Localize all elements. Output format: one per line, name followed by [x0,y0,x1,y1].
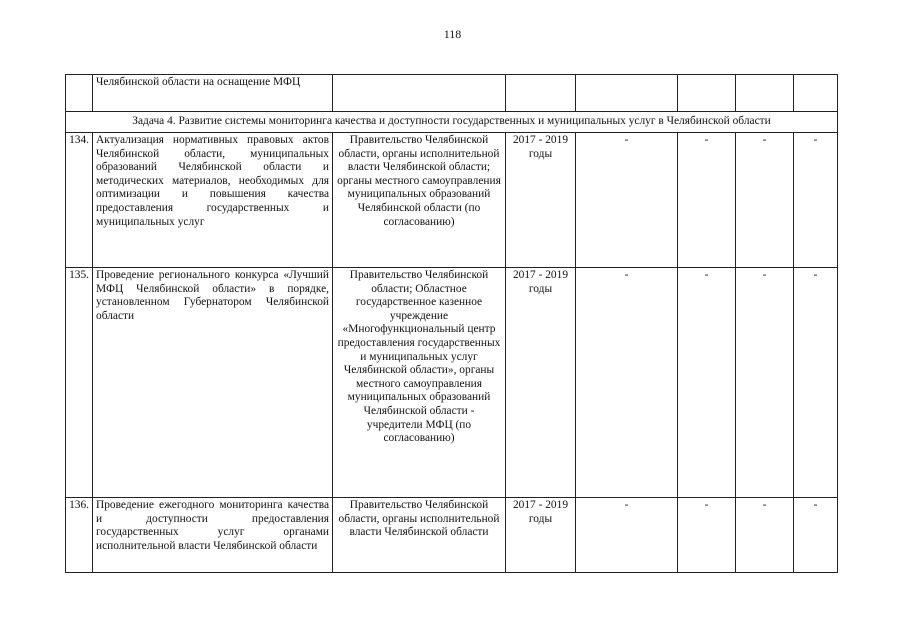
row-mark: - [736,133,794,268]
cell-empty [576,75,678,112]
row-term: 2017 - 2019 годы [506,133,576,268]
row-executor: Правительство Челябинской области; Областное государственное казенное учреждение «Многофункциональный центр предоставления государственных и муниципальных услуг Челябинской области», органы местного самоуправления муниципальных образований Челябинской области - учредители МФЦ (по согласованию) [333,268,506,498]
table-row [66,498,838,573]
cell-empty [794,75,838,112]
row-term: 2017 - 2019 годы [506,268,576,498]
row-mark: - [678,133,736,268]
row-mark: - [794,268,838,498]
table-row [66,268,838,498]
cell-empty [506,75,576,112]
row-number: 136. [66,498,93,573]
row-number: 134. [66,133,93,268]
row-term: 2017 - 2019 годы [506,498,576,573]
row-mark: - [736,498,794,573]
row-number: 135. [66,268,93,498]
cell-empty [333,75,506,112]
cell-empty [678,75,736,112]
page-number: 118 [443,27,462,41]
row-mark: - [678,498,736,573]
document-table [65,74,838,573]
row-title: Актуализация нормативных правовых актов Челябинской области, муниципальных образований Челябинской области и методических материалов, необходимых для оптимизации и повышения качества предоставления государственных и муниципальных услуг [93,133,333,268]
row-mark: - [576,498,678,573]
row-mark: - [576,268,678,498]
row-mark: - [576,133,678,268]
row-mark: - [736,268,794,498]
row-mark: - [794,498,838,573]
cell-empty [736,75,794,112]
row-title: Проведение регионального конкурса «Лучший МФЦ Челябинской области» в порядке, установленном Губернатором Челябинской области [93,268,333,498]
row-mark: - [678,268,736,498]
row-executor: Правительство Челябинской области, органы исполнительной власти Челябинской области; органы местного самоуправления муниципальных образований Челябинской области (по согласованию) [333,133,506,268]
task-heading: Задача 4. Развитие системы мониторинга качества и доступности государственных и муниципальных услуг в Челябинской области [66,112,838,133]
row-mark: - [794,133,838,268]
row-executor: Правительство Челябинской области, органы исполнительной власти Челябинской области [333,498,506,573]
continuation-text: Челябинской области на оснащение МФЦ [93,75,333,112]
table-row [66,133,838,268]
row-title: Проведение ежегодного мониторинга качества и доступности предоставления государственных услуг органами исполнительной власти Челябинской области [93,498,333,573]
cell-num-empty [66,75,93,112]
task-heading-row [66,112,838,133]
continuation-row [66,75,838,112]
